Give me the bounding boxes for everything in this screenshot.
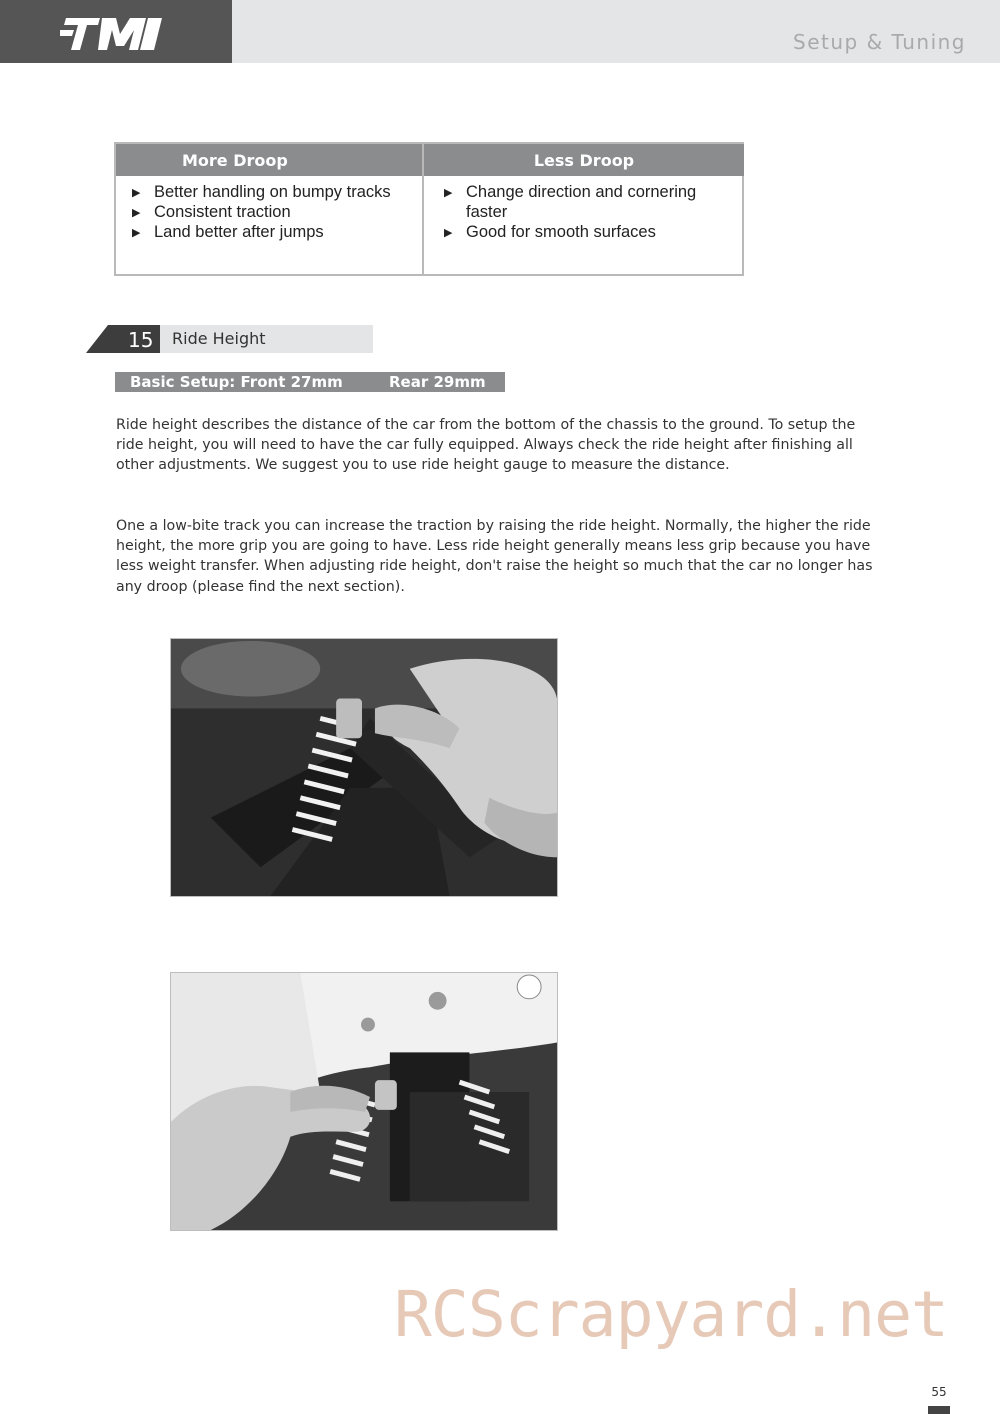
photo-front-shock-adjustment (170, 638, 558, 897)
table-divider (422, 144, 424, 274)
bullet-arrow-icon: ▶ (132, 227, 141, 239)
list-item: ▶ Consistent traction (132, 203, 291, 221)
less-droop-list (442, 182, 732, 242)
basic-setup-rear: Rear 29mm (389, 373, 486, 391)
section-title-bar (160, 325, 373, 353)
watermark-text: RCScrapyard.net (394, 1278, 948, 1351)
droop-comparison-table (114, 142, 744, 276)
page-number-bar (928, 1406, 950, 1414)
list-item: ▶ Better handling on bumpy tracks (132, 183, 391, 201)
list-item: ▶ Change direction and cornering faster (444, 183, 697, 221)
basic-setup-front: Basic Setup: Front 27mm (130, 373, 343, 391)
section-number: 15 (128, 328, 154, 352)
less-droop-heading: Less Droop (424, 144, 744, 176)
header-title-panel (232, 0, 1000, 63)
more-droop-list (130, 182, 420, 242)
bullet-arrow-icon: ▶ (132, 207, 141, 219)
tm-logo (60, 18, 162, 50)
more-droop-heading: More Droop (116, 144, 422, 176)
bullet-arrow-icon: ▶ (444, 187, 453, 199)
body-paragraph: Ride height describes the distance of the car from the bottom of the chassis to the ground. To setup the ride height, you will need to have the car fully equipped. Always check the ride height after finishing all other adjustments. We suggest you to use ride height gauge to measure the distance. (116, 417, 856, 474)
header-section-title: Setup & Tuning (793, 30, 966, 54)
bullet-arrow-icon: ▶ (444, 227, 453, 239)
list-item: ▶ Good for smooth surfaces (444, 223, 656, 241)
body-paragraph: One a low-bite track you can increase the traction by raising the ride height. Normally, the higher the ride height, the more grip you are going to have. Less ride height generally means less grip because you have less weight transfer. When adjusting ride height, don't raise the height so much that the car no longer has any droop (please find the next section). (116, 518, 873, 595)
photo-rear-shock-adjustment (170, 972, 558, 1231)
list-item: ▶ Land better after jumps (132, 223, 324, 241)
section-title: Ride Height (172, 329, 266, 348)
page-number: 55 (931, 1385, 947, 1399)
bullet-arrow-icon: ▶ (132, 187, 141, 199)
header-brand-panel (0, 0, 232, 63)
basic-setup-bar (115, 372, 505, 392)
